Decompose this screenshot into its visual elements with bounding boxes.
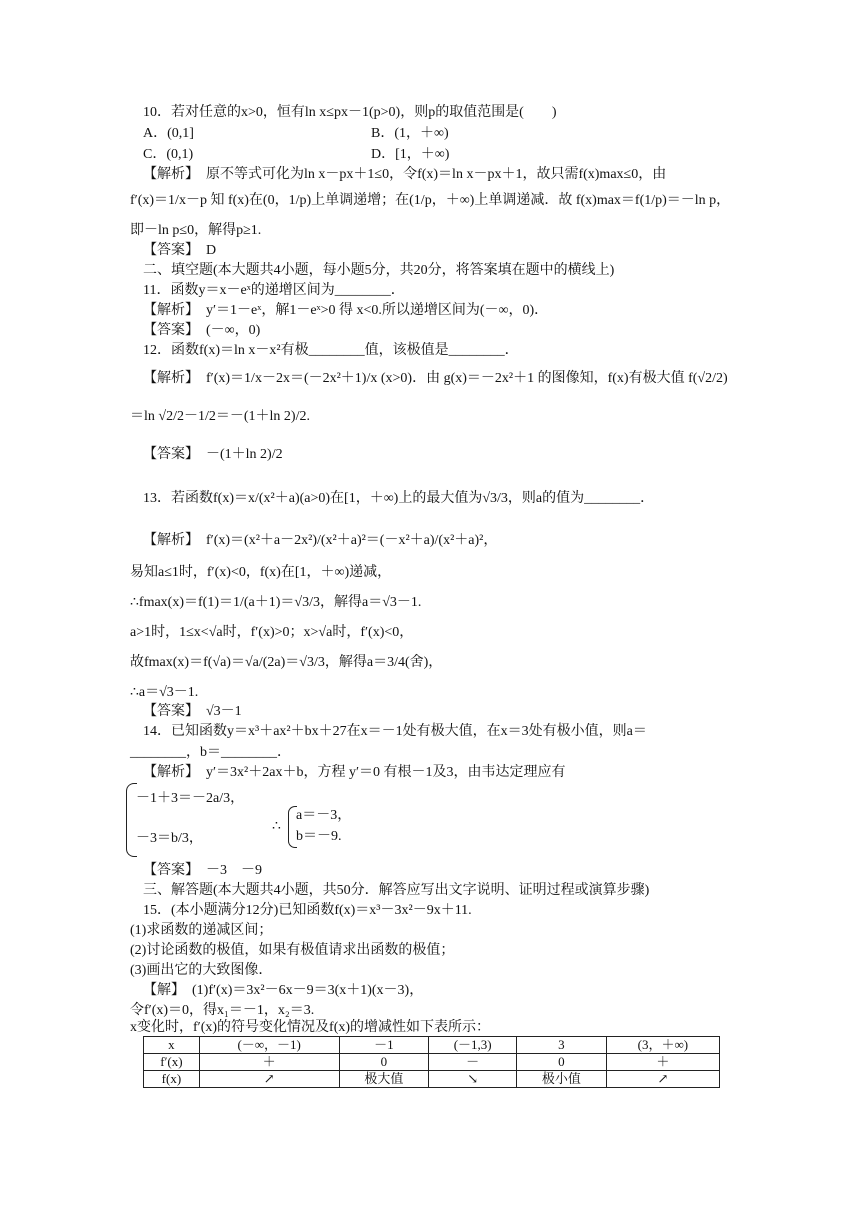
table-row	[144, 1054, 720, 1071]
q13-analysis-3: ∴fmax(x)＝f(1)＝1/(a＋1)＝√3/3，解得a＝√3－1.	[130, 595, 422, 610]
q14-stem-1: 14．已知函数y＝x³＋ax²＋bx＋27在x＝－1处有极大值，在x＝3处有极小值，则a＝	[143, 724, 647, 739]
q14-analysis-1: 【解析】 y′＝3x²＋2ax＋b，方程 y′＝0 有根－1及3，由韦达定理应有	[143, 765, 566, 780]
q10-option-a: A．(0,1]	[143, 126, 194, 141]
q13-analysis-6: ∴a＝√3－1.	[130, 685, 199, 700]
q15-part-1: (1)求函数的递减区间；	[130, 923, 273, 938]
table-cell: (－∞，－1)	[199, 1037, 339, 1054]
table-cell: －1	[339, 1037, 429, 1054]
table-cell: f(x)	[144, 1071, 200, 1088]
q15-table-caption: x变化时，f′(x)的符号变化情况及f(x)的增减性如下表所示：	[130, 1020, 491, 1035]
table-cell: (3，＋∞)	[606, 1037, 719, 1054]
table-cell: ＋	[606, 1054, 719, 1071]
q15-part-2: (2)讨论函数的极值，如果有极值请求出函数的极值；	[130, 943, 455, 958]
q13-analysis-5: 故fmax(x)＝f(√a)＝√a/(2a)＝√3/3，解得a＝3/4(舍)，	[130, 655, 443, 670]
table-cell: 0	[516, 1054, 606, 1071]
q13-answer: 【答案】 √3－1	[143, 704, 242, 719]
q12-analysis-2: ＝ln √2/2－1/2＝－(1＋ln 2)/2.	[130, 409, 310, 424]
q12-answer: 【答案】 －(1＋ln 2)/2	[143, 447, 283, 462]
q14-eq-2: －3＝b/3，	[136, 831, 203, 846]
q10-analysis-2: f′(x)＝1/x－p 知 f(x)在(0，1/p)上单调递增；在(1/p，＋∞)上单调递减．故 f(x)max＝f(1/p)＝－ln p，	[130, 193, 731, 208]
table-cell: －	[429, 1054, 517, 1071]
table-cell: (－1,3)	[429, 1037, 517, 1054]
q15-solution-2: 令f′(x)＝0，得x₁＝－1，x₂＝3.	[130, 1003, 315, 1018]
q13-analysis-4: a>1时，1≤x<√a时，f′(x)>0；x>√a时，f′(x)<0，	[130, 625, 414, 640]
table-row	[144, 1071, 720, 1088]
q13-analysis-1: 【解析】 f′(x)＝(x²＋a－2x²)/(x²＋a)²＝(－x²＋a)/(x²＋a)²，	[143, 533, 498, 548]
q10-option-b: B．(1，＋∞)	[371, 126, 449, 141]
q14-therefore: ∴	[272, 819, 281, 834]
section-3-heading: 三、解答题(本大题共4小题，共50分．解答应写出文字说明、证明过程或演算步骤)	[143, 883, 650, 898]
q14-eq-1: －1＋3＝－2a/3，	[136, 791, 245, 806]
q15-stem: 15．(本小题满分12分)已知函数f(x)＝x³－3x²－9x＋11.	[143, 903, 472, 918]
table-cell: f′(x)	[144, 1054, 200, 1071]
q10-analysis-1: 【解析】 原不等式可化为ln x－px＋1≤0，令f(x)＝ln x－px＋1，故只需f(x)max≤0，由	[143, 167, 667, 182]
q10-stem: 10．若对任意的x>0，恒有ln x≤px－1(p>0)，则p的取值范围是( )	[143, 105, 557, 120]
q13-analysis-2: 易知a≤1时，f′(x)<0，f(x)在[1，＋∞)递减，	[130, 565, 392, 580]
table-cell: 极小值	[516, 1071, 606, 1088]
table-cell: ↗	[199, 1071, 339, 1088]
q15-part-3: (3)画出它的大致图像．	[130, 963, 273, 978]
q12-stem: 12．函数f(x)＝ln x－x²有极________值，该极值是________．	[143, 343, 519, 358]
q14-result-a: a＝－3，	[296, 808, 352, 823]
q14-result-b: b＝－9.	[296, 829, 342, 844]
sign-table	[143, 1036, 720, 1088]
q10-answer: 【答案】 D	[143, 243, 217, 258]
table-cell: ＋	[199, 1054, 339, 1071]
table-row	[144, 1037, 720, 1054]
q11-answer: 【答案】 (－∞，0)	[143, 323, 261, 338]
table-cell: 3	[516, 1037, 606, 1054]
table-cell: 0	[339, 1054, 429, 1071]
table-cell: x	[144, 1037, 200, 1054]
table-cell: ↘	[429, 1071, 517, 1088]
table-cell: ↗	[606, 1071, 719, 1088]
q15-solution-1: 【解】 (1)f′(x)＝3x²－6x－9＝3(x＋1)(x－3)，	[143, 983, 424, 998]
q10-analysis-3: 即－ln p≤0，解得p≥1.	[130, 223, 262, 238]
q11-stem: 11．函数y＝x－eˣ的递增区间为________．	[143, 283, 405, 298]
table-cell: 极大值	[339, 1071, 429, 1088]
q11-analysis: 【解析】 y′＝1－eˣ，解1－eˣ>0 得 x<0.所以递增区间为(－∞，0)．	[143, 303, 549, 318]
q14-answer: 【答案】 －3 －9	[143, 863, 262, 878]
section-2-heading: 二、填空题(本大题共4小题，每小题5分，共20分，将答案填在题中的横线上)	[143, 263, 615, 278]
q10-option-c: C．(0,1)	[143, 147, 194, 162]
q12-analysis-1: 【解析】 f′(x)＝1/x－2x＝(－2x²＋1)/x (x>0)．由 g(x)＝－2x²＋1 的图像知，f(x)有极大值 f(√2/2)	[143, 371, 728, 386]
q10-option-d: D．[1，＋∞)	[371, 147, 450, 162]
q14-stem-2: ________，b＝________．	[130, 745, 291, 760]
q13-stem: 13．若函数f(x)＝x/(x²＋a)(a>0)在[1，＋∞)上的最大值为√3/3，则a的值为________．	[143, 491, 655, 506]
